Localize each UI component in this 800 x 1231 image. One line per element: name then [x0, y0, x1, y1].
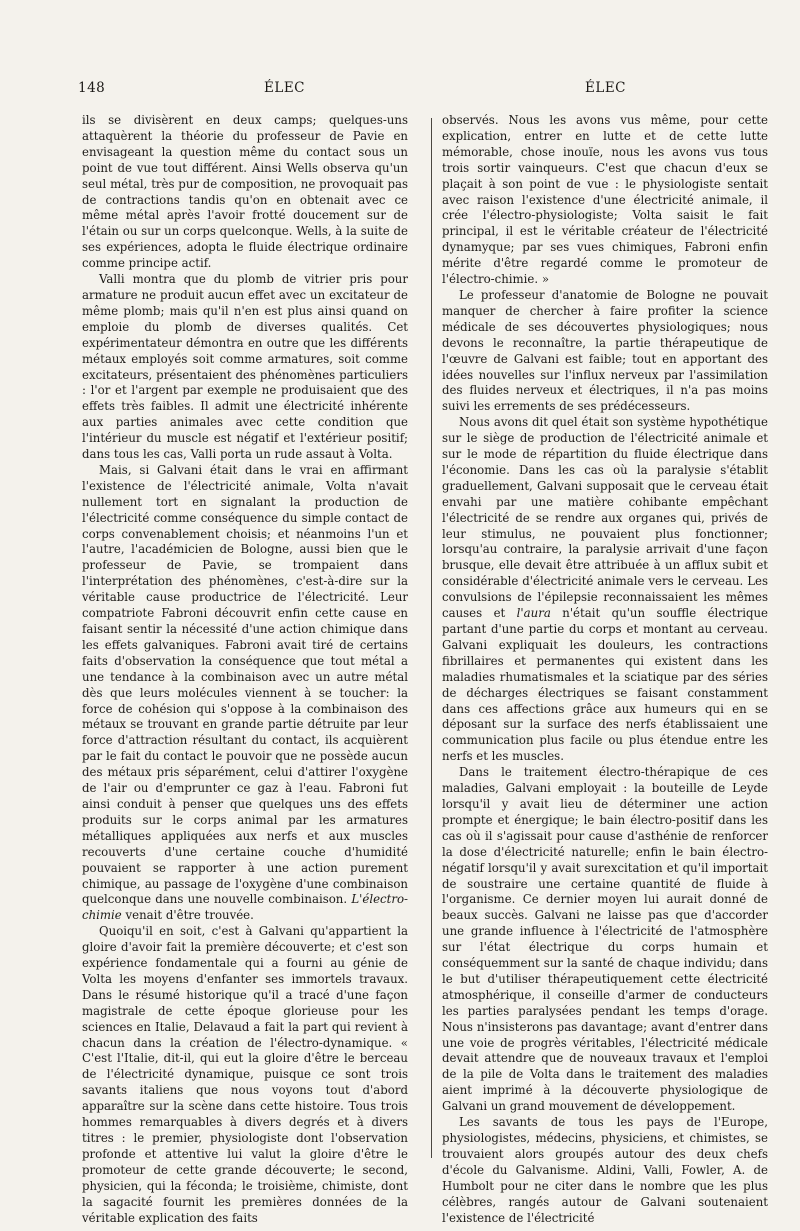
- paragraph-text-end: n'était qu'un souffle électrique partant d'une partie du corps et montant au cerveau. Galvani expliquait les douleurs, les contractions fibrillaires et permanentes qui existent dans les maladies rhumatismales et la sciatique par des séries de décharges électriques se faisant constamment dans ces affections grâce aux humeurs qui en se déposant sur la surface des nerfs établissaient une communication plus facile ou plus étendue entre les nerfs et les muscles.: [442, 606, 768, 764]
- paragraph-text-end: venait d'être trouvée.: [121, 908, 254, 923]
- column-divider: [431, 118, 432, 1158]
- paragraph: [442, 415, 768, 765]
- paragraph-text: Nous avons dit quel était son système hypothétique sur le siège de production de l'électricité animale et sur le mode de répartition du fluide électrique dans l'économie. Dans les cas où la paralysie s'établit graduellement, Galvani supposait que le cerveau était envahi par une matière cohibante empêchant l'électricité de se rendre aux organes qui, privés de leur stimulus, ne pouvaient plus fonctionner; lorsqu'au contraire, la paralysie arrivait d'une façon brusque, elle devait être attribuée à un afflux subit et considérable d'électricité animale vers le cerveau. Les convulsions de l'épilepsie reconnaissaient les mêmes causes et: [442, 415, 768, 621]
- paragraph: Les savants de tous les pays de l'Europe, physiologistes, médecins, physiciens, et chimistes, se trouvaient alors groupés autour des deux chefs d'école du Galvanisme. Aldini, Valli, Fowler, A. de Humbolt pour ne citer dans le nombre que les plus célèbres, rangés autour de Galvani soutenaient l'existence de l'électricité: [442, 1115, 768, 1225]
- right-column: [442, 113, 768, 1226]
- running-head-right: ÉLEC: [585, 80, 627, 96]
- left-column: [82, 113, 408, 1226]
- paragraph-text: Mais, si Galvani était dans le vrai en affirmant l'existence de l'électricité animale, Volta n'avait nullement tort en signalant la production de l'électricité comme conséquence du simple contact de corps convenablement choisis; et néanmoins l'un et l'autre, l'académicien de Bologne, aussi bien que le professeur de Pavie, se trompaient dans l'interprétation des phénomènes, c'est-à-dire sur la véritable cause productrice de l'électricité. Leur compatriote Fabroni découvrit enfin cette cause en faisant sentir la nécessité d'une action chimique dans les effets galvaniques. Fabroni avait tiré de certains faits d'observation la conséquence que tout métal a une tendance à la combinaison avec un autre métal dès que leurs molécules viennent à se toucher: la force de cohésion qui s'oppose à la combinaison des métaux se trouvant en grande partie détruite par leur force d'attraction résultant du contact, ils acquièrent par le fait du contact le pouvoir que ne possède aucun des métaux pris séparément, celui d'attirer l'oxygène de l'air ou d'emprunter ce gaz à l'eau. Fabroni fut ainsi conduit à penser que quelques uns des effets produits sur le corps animal par les armatures métalliques appliquées aux nerfs et aux muscles recouverts d'une certaine couche d'humidité pouvaient se rapporter à une action purement chimique, au passage de l'oxygène d'une combinaison quelconque dans une nouvelle combinaison.: [82, 462, 408, 907]
- paragraph: Valli montra que du plomb de vitrier pris pour armature ne produit aucun effet avec un excitateur de même plomb; mais qu'il n'en est plus ainsi quand on emploie du plomb de diverses qualités. Cet expérimentateur démontra en outre que les différents métaux employés soit comme armatures, soit comme excitateurs, présentaient des phénomènes particuliers : l'or et l'argent par exemple ne produisaient que des effets très faibles. Il admit une électricité inhérente aux parties animales avec cette condition que l'intérieur du muscle est négatif et l'extérieur positif; dans tous les cas, Valli porta un rude assaut à Volta.: [82, 272, 408, 462]
- paragraph: Quoiqu'il en soit, c'est à Galvani qu'appartient la gloire d'avoir fait la première découverte; et c'est son expérience fondamentale qui a fourni au génie de Volta les moyens d'enfanter ses immortels travaux. Dans le résumé historique qu'il a tracé d'une façon magistrale de cette époque glorieuse pour les sciences en Italie, Delavaud a fait la part qui revient à chacun dans la création de l'électro-dynamique. « C'est l'Italie, dit-il, qui eut la gloire d'être le berceau de l'électricité dynamique, puisque ce sont trois savants italiens que nous voyons tout d'abord apparaître sur la scène dans cette histoire. Tous trois hommes remarquables à divers degrés et à divers titres : le premier, physiologiste dont l'observation profonde et attentive lui valut la gloire d'être le promoteur de cette grande découverte; le second, physicien, qui la féconda; le troisième, chimiste, dont la sagacité fournit les premières données de la véritable explication des faits: [82, 924, 408, 1225]
- running-head-left: ÉLEC: [264, 80, 306, 96]
- paragraph: ils se divisèrent en deux camps; quelques-uns attaquèrent la théorie du professeur de Pavie en envisageant la question même du contact sous un point de vue tout différent. Ainsi Wells observa qu'un seul métal, très pur de composition, ne provoquait pas de contractions tandis qu'on en obtenait avec ce même métal après l'avoir frotté doucement sur de l'étain ou sur un corps quelconque. Wells, à la suite de ses expériences, adopta le fluide électrique ordinaire comme principe actif.: [82, 113, 408, 271]
- paragraph: observés. Nous les avons vus même, pour cette explication, entrer en lutte et de cette lutte mémorable, chose inouïe, nous les avons vus tous trois sortir vainqueurs. C'est que chacun d'eux se plaçait à son point de vue : le physiologiste sentait avec raison l'existence d'une électricité animale, il crée l'électro-physiologiste; Volta saisit le fait principal, il est le véritable créateur de l'électricité dynamyque; par ses vues chimiques, Fabroni enfin mérite d'être regardé comme le promoteur de l'électro-chimie. »: [442, 113, 768, 287]
- page-number: 148: [78, 80, 106, 96]
- paragraph: Dans le traitement électro-thérapique de ces maladies, Galvani employait : la bouteille de Leyde lorsqu'il y avait lieu de déterminer une action prompte et énergique; le bain électro-positif dans les cas où il s'agissait pour cause d'asthénie de renforcer la dose d'électricité naturelle; enfin le bain électro-négatif lorsqu'il y avait surexcitation et qu'il importait de soustraire une certaine quantité de fluide à l'organisme. Ce dernier moyen lui aurait donné de beaux succès. Galvani ne laisse pas que d'accorder une grande influence à l'électricité de l'atmosphère sur l'état électrique du corps humain et conséquemment sur la santé de chaque individu; dans le but d'utiliser thérapeutiquement cette électricité atmosphérique, il conseille d'armer de conducteurs les parties paralysées pendant les temps d'orage. Nous n'insisterons pas davantage; avant d'entrer dans une voie de progrès véritables, l'électricité médicale devait attendre que de nouveaux travaux et l'emploi de la pile de Volta dans le traitement des maladies aient imprimé à la découverte physiologique de Galvani un grand mouvement de développement.: [442, 765, 768, 1114]
- italic-term: l'aura: [516, 606, 551, 621]
- paragraph: [82, 463, 408, 924]
- italic-term: L'électro-chimie: [82, 892, 408, 923]
- paragraph: Le professeur d'anatomie de Bologne ne pouvait manquer de chercher à faire profiter la science médicale de ses découvertes physiologiques; nous devons le reconnaître, la partie thérapeutique de l'œuvre de Galvani est faible; tout en apportant des idées nouvelles sur l'influx nerveux par l'assimilation des fluides nerveux et électriques, il n'a pas moins suivi les errements de ses prédécesseurs.: [442, 287, 768, 414]
